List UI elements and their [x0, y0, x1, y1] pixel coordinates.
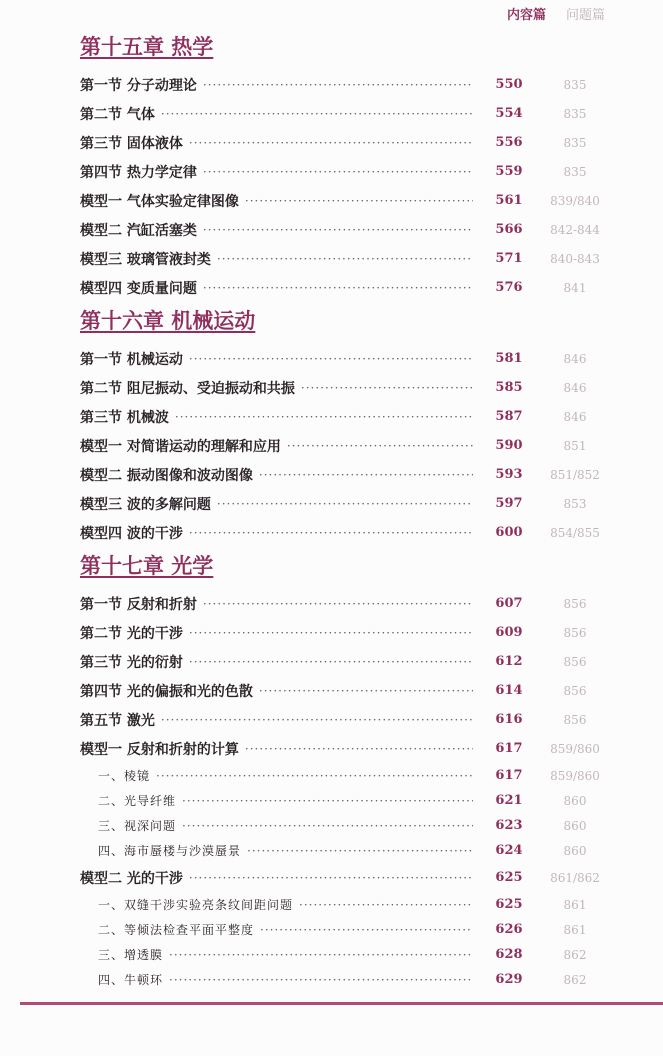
dot-leader: [156, 769, 473, 783]
problem-page-number: 851/852: [550, 467, 600, 482]
dot-leader: [245, 742, 473, 756]
content-page-number: 587: [495, 409, 523, 424]
problem-page-number: 861/862: [550, 870, 600, 885]
table-of-contents: [80, 28, 611, 992]
entry-title: 二、等倾法检查平面平整度: [98, 923, 255, 937]
problem-page-number: 846: [563, 351, 587, 366]
problem-page-number: 856: [563, 625, 587, 640]
dot-leader: [189, 526, 473, 540]
content-page-number: 621: [495, 793, 523, 808]
tab-content[interactable]: 内容篇: [506, 8, 546, 23]
content-page-number: 550: [495, 77, 523, 92]
dot-leader: [301, 381, 473, 395]
dot-leader: [287, 439, 473, 453]
content-page-number: 614: [495, 683, 523, 698]
content-page-number: 585: [495, 380, 523, 395]
content-page-number: 625: [495, 897, 523, 912]
problem-page-number: 835: [563, 106, 587, 121]
entry-title: 四、牛顿环: [98, 973, 164, 987]
problem-page-number: 862: [563, 972, 587, 987]
section-tabs: [507, 4, 605, 23]
toc-entry[interactable]: [80, 373, 611, 402]
entry-title: 模型三 波的多解问题: [80, 496, 211, 513]
dot-leader: [203, 165, 473, 179]
content-page-number: 612: [495, 654, 523, 669]
toc-entry[interactable]: [80, 705, 611, 734]
toc-entry[interactable]: [80, 99, 611, 128]
toc-entry[interactable]: [80, 734, 611, 763]
dot-leader: [245, 194, 473, 208]
dot-leader: [299, 898, 473, 912]
content-page-number: 554: [495, 106, 523, 121]
entry-title: 模型二 光的干涉: [80, 870, 183, 887]
entry-title: 第三节 固体液体: [80, 135, 183, 152]
toc-entry[interactable]: [80, 863, 611, 892]
content-page-number: 607: [495, 596, 523, 611]
problem-page-number: 862: [563, 947, 587, 962]
entry-title: 模型四 波的干涉: [80, 525, 183, 542]
footer-divider: [20, 1002, 663, 1005]
toc-entry[interactable]: [80, 215, 611, 244]
toc-entry[interactable]: [80, 344, 611, 373]
tab-problems[interactable]: 问题篇: [565, 8, 605, 23]
content-page-number: 590: [495, 438, 523, 453]
problem-page-number: 835: [563, 135, 587, 150]
dot-leader: [189, 136, 473, 150]
dot-leader: [217, 252, 473, 266]
entry-title: 模型四 变质量问题: [80, 280, 197, 297]
problem-page-number: 856: [563, 683, 587, 698]
entry-title: 模型一 气体实验定律图像: [80, 193, 239, 210]
content-page-number: 556: [495, 135, 523, 150]
dot-leader: [217, 497, 473, 511]
dot-leader: [161, 107, 473, 121]
problem-page-number: 861: [563, 922, 587, 937]
toc-entry[interactable]: [80, 676, 611, 705]
problem-page-number: 860: [563, 793, 587, 808]
content-page-number: 624: [495, 843, 523, 858]
entry-title: 一、双缝干涉实验亮条纹间距问题: [98, 898, 294, 912]
problem-page-number: 860: [563, 843, 587, 858]
toc-entry[interactable]: [80, 618, 611, 647]
entry-title: 模型一 对简谐运动的理解和应用: [80, 438, 281, 455]
toc-entry[interactable]: [80, 244, 611, 273]
dot-leader: [203, 223, 473, 237]
toc-entry[interactable]: [80, 186, 611, 215]
entry-title: 第二节 阻尼振动、受迫振动和共振: [80, 380, 295, 397]
problem-page-number: 839/840: [550, 193, 600, 208]
dot-leader: [182, 794, 473, 808]
problem-page-number: 856: [563, 596, 587, 611]
entry-title: 模型二 汽缸活塞类: [80, 222, 197, 239]
content-page-number: 571: [495, 251, 523, 266]
toc-subentry[interactable]: [80, 813, 611, 838]
problem-page-number: 861: [563, 897, 587, 912]
problem-page-number: 846: [563, 380, 587, 395]
dot-leader: [169, 973, 473, 987]
problem-page-number: 856: [563, 654, 587, 669]
problem-page-number: 854/855: [550, 525, 600, 540]
entry-title: 第一节 反射和折射: [80, 596, 197, 613]
toc-entry[interactable]: [80, 647, 611, 676]
toc-entry[interactable]: [80, 128, 611, 157]
problem-page-number: 860: [563, 818, 587, 833]
toc-entry[interactable]: [80, 70, 611, 99]
content-page-number: 626: [495, 922, 523, 937]
entry-title: 模型二 振动图像和波动图像: [80, 467, 253, 484]
entry-title: 四、海市蜃楼与沙漠蜃景: [98, 844, 242, 858]
entry-title: 一、棱镜: [98, 769, 151, 783]
dot-leader: [247, 844, 473, 858]
problem-page-number: 841: [563, 280, 587, 295]
dot-leader: [189, 655, 473, 669]
content-page-number: 600: [495, 525, 523, 540]
toc-subentry[interactable]: [80, 838, 611, 863]
problem-page-number: 840-843: [550, 251, 600, 266]
content-page-number: 581: [495, 351, 523, 366]
problem-page-number: 859/860: [550, 741, 600, 756]
content-page-number: 576: [495, 280, 523, 295]
entry-title: 第二节 气体: [80, 106, 155, 123]
problem-page-number: 842-844: [550, 222, 600, 237]
entry-title: 第三节 机械波: [80, 409, 169, 426]
content-page-number: 566: [495, 222, 523, 237]
content-page-number: 629: [495, 972, 523, 987]
toc-entry[interactable]: [80, 460, 611, 489]
entry-title: 模型一 反射和折射的计算: [80, 741, 239, 758]
problem-page-number: 835: [563, 164, 587, 179]
content-page-number: 597: [495, 496, 523, 511]
toc-subentry[interactable]: [80, 788, 611, 813]
content-page-number: 559: [495, 164, 523, 179]
problem-page-number: 835: [563, 77, 587, 92]
content-page-number: 593: [495, 467, 523, 482]
toc-entry[interactable]: [80, 273, 611, 302]
dot-leader: [260, 923, 473, 937]
dot-leader: [203, 597, 473, 611]
toc-subentry[interactable]: [80, 967, 611, 992]
toc-subentry[interactable]: [80, 892, 611, 917]
dot-leader: [203, 78, 473, 92]
entry-title: 第四节 热力学定律: [80, 164, 197, 181]
dot-leader: [189, 871, 473, 885]
entry-title: 三、视深问题: [98, 819, 177, 833]
content-page-number: 625: [495, 870, 523, 885]
toc-entry[interactable]: [80, 402, 611, 431]
toc-entry[interactable]: [80, 431, 611, 460]
dot-leader: [175, 410, 473, 424]
entry-title: 第四节 光的偏振和光的色散: [80, 683, 253, 700]
entry-title: 第一节 机械运动: [80, 351, 183, 368]
content-page-number: 561: [495, 193, 523, 208]
toc-subentry[interactable]: [80, 763, 611, 788]
entry-title: 三、增透膜: [98, 948, 164, 962]
dot-leader: [169, 948, 473, 962]
entry-title: 第一节 分子动理论: [80, 77, 197, 94]
dot-leader: [259, 684, 473, 698]
toc-entry[interactable]: [80, 489, 611, 518]
dot-leader: [259, 468, 473, 482]
problem-page-number: 859/860: [550, 768, 600, 783]
problem-page-number: 846: [563, 409, 587, 424]
problem-page-number: 856: [563, 712, 587, 727]
entry-title: 第五节 激光: [80, 712, 155, 729]
content-page-number: 617: [495, 741, 523, 756]
toc-subentry[interactable]: [80, 942, 611, 967]
dot-leader: [203, 281, 473, 295]
content-page-number: 628: [495, 947, 523, 962]
content-page-number: 617: [495, 768, 523, 783]
toc-entry[interactable]: [80, 157, 611, 186]
entry-title: 模型三 玻璃管液封类: [80, 251, 211, 268]
entry-title: 二、光导纤维: [98, 794, 177, 808]
content-page-number: 616: [495, 712, 523, 727]
dot-leader: [161, 713, 473, 727]
chapter-heading[interactable]: 第十七章 光学: [80, 553, 214, 578]
content-page-number: 623: [495, 818, 523, 833]
chapter-heading[interactable]: 第十五章 热学: [80, 34, 214, 59]
entry-title: 第二节 光的干涉: [80, 625, 183, 642]
toc-entry[interactable]: [80, 589, 611, 618]
chapter-heading[interactable]: 第十六章 机械运动: [80, 308, 256, 333]
content-page-number: 609: [495, 625, 523, 640]
entry-title: 第三节 光的衍射: [80, 654, 183, 671]
toc-entry[interactable]: [80, 518, 611, 547]
problem-page-number: 851: [563, 438, 587, 453]
problem-page-number: 853: [563, 496, 587, 511]
toc-subentry[interactable]: [80, 917, 611, 942]
dot-leader: [189, 352, 473, 366]
dot-leader: [189, 626, 473, 640]
dot-leader: [182, 819, 473, 833]
